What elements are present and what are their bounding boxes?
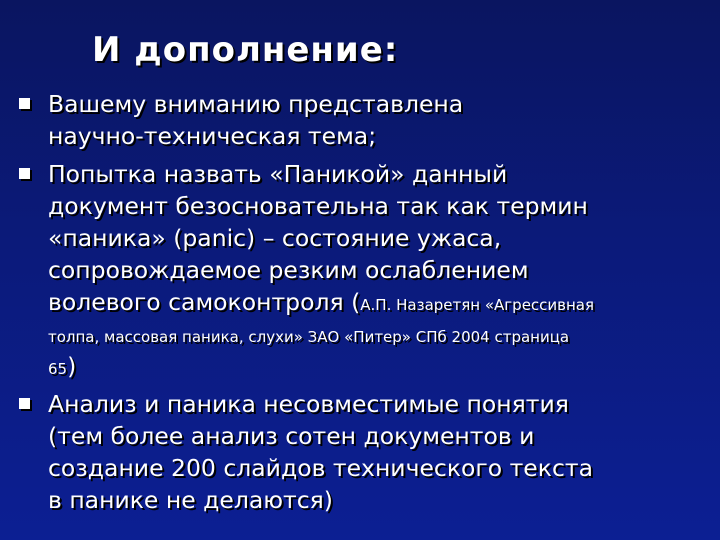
square-bullet-icon	[19, 168, 30, 179]
slide-title: И дополнение:	[92, 30, 399, 70]
square-bullet-icon	[19, 98, 30, 109]
bullet-item-1	[0, 88, 720, 152]
bullet-2-line-1: Попытка назвать «Паникой» данный	[48, 160, 508, 188]
bullet-item-3	[0, 388, 720, 516]
citation-text: А.П. Назаретян «Агрессивная	[360, 296, 595, 314]
bullet-list	[0, 88, 720, 522]
bullet-3-line-3: создание 200 слайдов технического текста	[48, 454, 593, 482]
closing-parenthesis: )	[67, 352, 77, 380]
bullet-1-line-2: научно-техническая тема;	[48, 122, 377, 150]
square-bullet-icon	[19, 398, 30, 409]
bullet-3-line-4: в панике не делаются)	[48, 486, 333, 514]
bullet-3-line-2: (тем более анализ сотен документов и	[48, 422, 535, 450]
citation-text-line-2: толпа, массовая паника, слухи» ЗАО «Питер» СПб 2004 страница	[48, 328, 570, 346]
bullet-2-line-4: сопровождаемое резким ослаблением	[48, 256, 529, 284]
bullet-2-line-5: волевого самоконтроля (	[48, 288, 361, 316]
citation-page-number: 65	[48, 360, 68, 378]
bullet-1-line-1: Вашему вниманию представлена	[48, 90, 464, 118]
bullet-2-line-2: документ безосновательна так как термин	[48, 192, 588, 220]
bullet-3-line-1: Анализ и паника несовместимые понятия	[48, 390, 569, 418]
bullet-2-line-3: «паника» (panic) – состояние ужаса,	[48, 224, 502, 252]
bullet-item-2	[0, 158, 720, 382]
